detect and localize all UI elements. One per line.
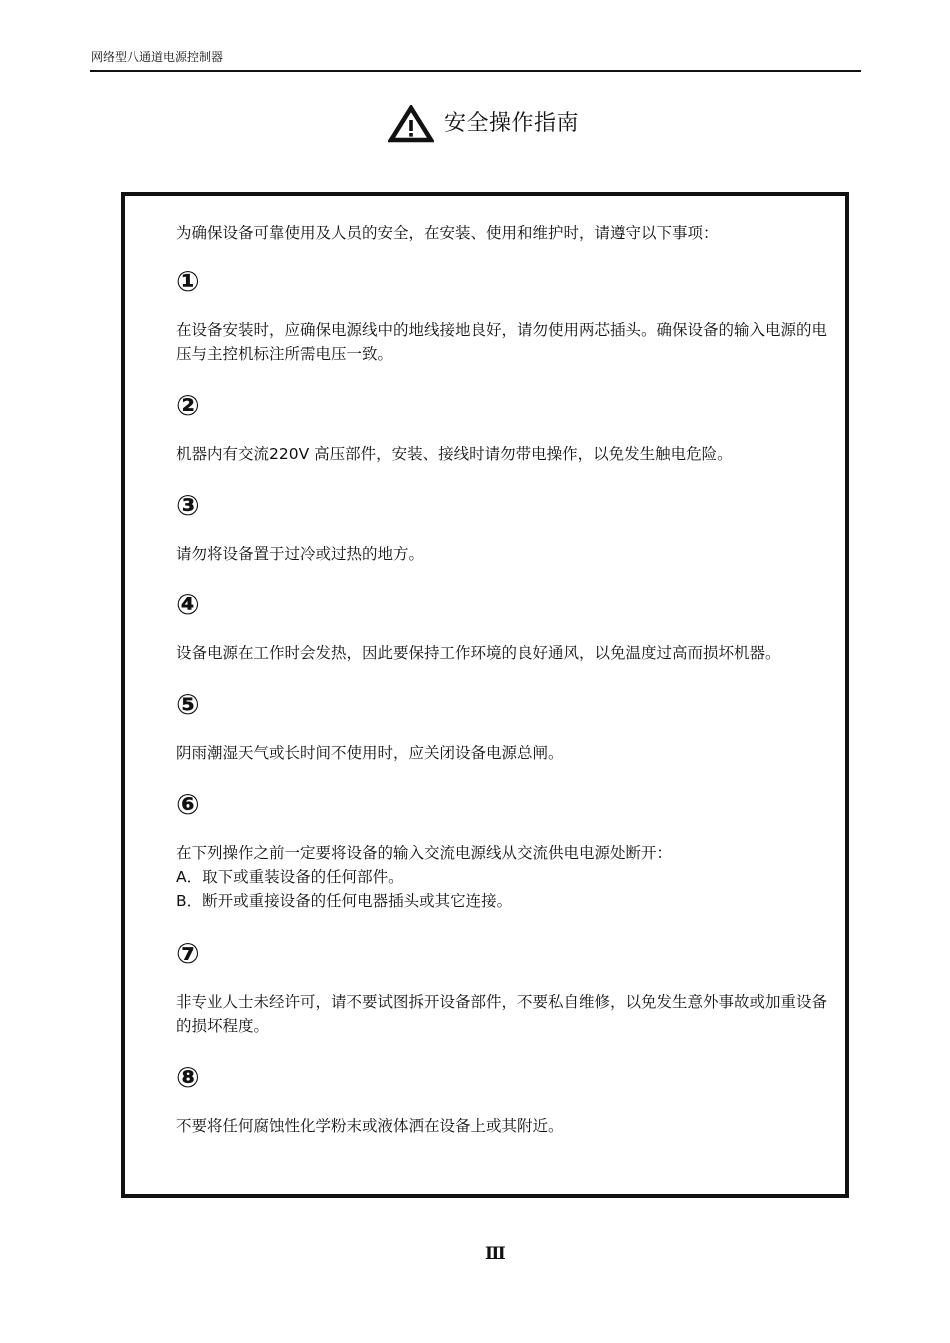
item-number: ⑤ xyxy=(176,688,200,721)
item-text: 非专业人士未经许可，请不要试图拆开设备部件，不要私自维修，以免发生意外事故或加重设备的损坏程度。 xyxy=(176,993,828,1035)
page-title: 安全操作指南 xyxy=(444,111,580,136)
item-number: ⑥ xyxy=(176,788,200,821)
safety-item-3 xyxy=(176,490,838,566)
item-number: ① xyxy=(176,265,200,298)
safety-item-2 xyxy=(176,390,838,466)
item-text: 在设备安装时，应确保电源线中的地线接地良好，请勿使用两芯插头。确保设备的输入电源的电压与主控机标注所需电压一致。 xyxy=(176,321,828,363)
safety-item-6 xyxy=(176,789,838,913)
intro-text: 为确保设备可靠使用及人员的安全，在安装、使用和维护时，请遵守以下事项： xyxy=(176,224,719,242)
item-text: 请勿将设备置于过冷或过热的地方。 xyxy=(176,545,425,563)
safety-item-8 xyxy=(176,1062,838,1138)
item-number: ③ xyxy=(176,489,200,522)
running-header: 网络型八通道电源控制器 xyxy=(91,50,224,64)
item-text: 机器内有交流220V 高压部件，安装、接线时请勿带电操作，以免发生触电危险。 xyxy=(176,445,733,463)
safety-item-7 xyxy=(176,938,838,1038)
item-number: ④ xyxy=(176,588,200,621)
item-text: 阴雨潮湿天气或长时间不使用时，应关闭设备电源总闸。 xyxy=(176,744,564,762)
warning-triangle-icon xyxy=(388,105,434,143)
safety-item-1 xyxy=(176,266,838,366)
header-divider xyxy=(90,70,861,72)
safety-guide-box xyxy=(121,192,849,1198)
section-title xyxy=(388,104,579,144)
item-number: ⑦ xyxy=(176,937,200,970)
item-text: 不要将任何腐蚀性化学粉末或液体洒在设备上或其附近。 xyxy=(176,1117,564,1135)
item-number: ② xyxy=(176,389,200,422)
safety-item-4 xyxy=(176,589,838,665)
safety-item-5 xyxy=(176,689,838,765)
item-text: 在下列操作之前一定要将设备的输入交流电源线从交流供电电源处断开： A．取下或重装设备的任何部件。 B．断开或重接设备的任何电器插头或其它连接。 xyxy=(176,844,673,910)
item-number: ⑧ xyxy=(176,1061,200,1094)
item-text: 设备电源在工作时会发热，因此要保持工作环境的良好通风，以免温度过高而损坏机器。 xyxy=(176,644,781,662)
page-number: Ⅲ xyxy=(485,1244,506,1264)
